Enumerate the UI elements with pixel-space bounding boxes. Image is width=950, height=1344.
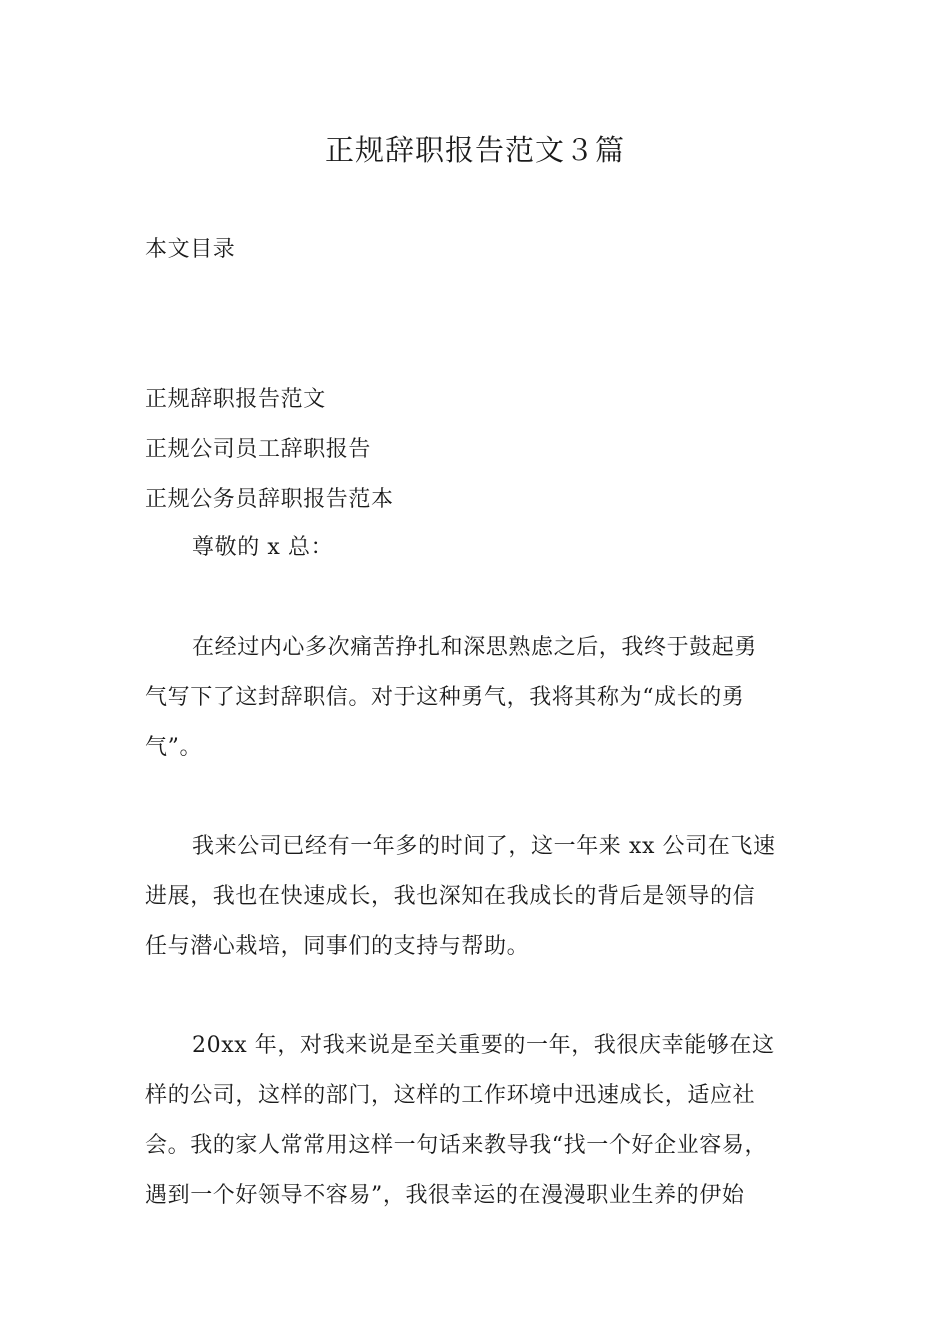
paragraph-line: 气写下了这封辞职信。对于这种勇气，我将其称为“成长的勇	[145, 685, 745, 710]
paragraph-line: 进展，我也在快速成长，我也深知在我成长的背后是领导的信	[145, 884, 756, 909]
toc-heading: 本文目录	[145, 237, 236, 262]
paragraph-line: 20xx 年，对我来说是至关重要的一年，我很庆幸能够在这	[192, 1033, 775, 1058]
paragraph-line: 气”。	[145, 735, 203, 760]
paragraph-line: 任与潜心栽培，同事们的支持与帮助。	[145, 934, 530, 959]
letter-greeting: 尊敬的 x 总：	[192, 535, 334, 560]
document-title: 正规辞职报告范文３篇	[324, 133, 625, 167]
paragraph-line: 会。我的家人常常用这样一句话来教导我“找一个好企业容易，	[145, 1133, 768, 1158]
toc-item[interactable]: 正规公司员工辞职报告	[145, 437, 372, 462]
paragraph-line: 在经过内心多次痛苦挣扎和深思熟虑之后，我终于鼓起勇	[192, 635, 758, 660]
paragraph-line: 我来公司已经有一年多的时间了，这一年来 xx 公司在飞速	[192, 834, 776, 859]
toc-item[interactable]: 正规辞职报告范文	[145, 387, 326, 412]
paragraph-line: 样的公司，这样的部门，这样的工作环境中迅速成长，适应社	[145, 1083, 756, 1108]
toc-item[interactable]: 正规公务员辞职报告范本	[145, 487, 394, 512]
paragraph-line: 遇到一个好领导不容易”，我很幸运的在漫漫职业生养的伊始	[145, 1183, 745, 1208]
